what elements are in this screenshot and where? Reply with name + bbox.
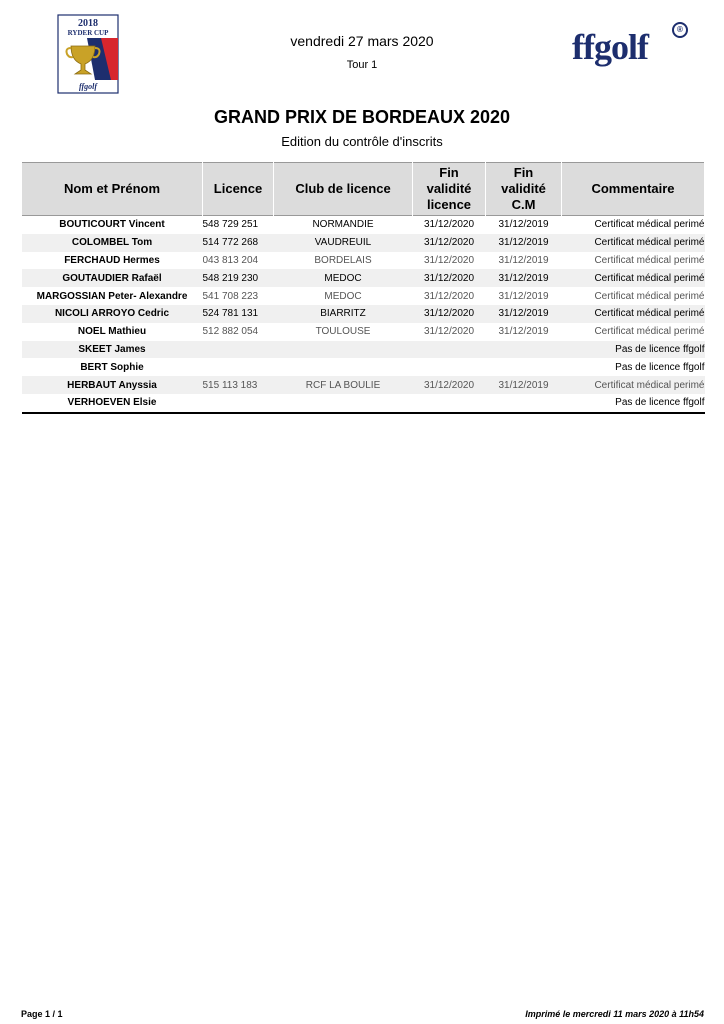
table-row [22,269,705,287]
licence-club [274,394,413,413]
svg-text:RYDER CUP: RYDER CUP [67,29,109,37]
licence-number: 043 813 204 [202,254,259,266]
licence-club [274,341,413,359]
licence-number: 512 882 054 [202,326,259,338]
licence-expiry: 31/12/2020 [423,219,475,231]
comment: Pas de licence ffgolf [562,341,705,359]
table-row [22,252,705,270]
medical-expiry: 31/12/2019 [498,254,549,266]
comment: Certificat médical perimé [594,219,705,231]
licence-number: 515 113 183 [203,376,274,394]
medical-expiry: 31/12/2019 [486,305,562,323]
medical-expiry: 31/12/2019 [486,269,562,287]
table-row [22,323,705,341]
licence-expiry: 31/12/2020 [413,269,486,287]
registrant-name: GOUTAUDIER Rafaël [22,269,203,287]
header-round: Tour 1 [346,59,378,71]
licence-club: RCF LA BOULIE [274,376,413,394]
footer-page-number: Page 1 / 1 [21,1009,63,1019]
medical-expiry: 31/12/2019 [486,234,562,252]
comment: Certificat médical perimé [562,305,705,323]
comment: Pas de licence ffgolf [615,397,705,409]
licence-expiry: 31/12/2020 [423,326,475,338]
registrant-name: MARGOSSIAN Peter- Alexandre [36,290,188,302]
table-row [22,394,705,413]
medical-expiry: 31/12/2019 [498,219,549,231]
registrants-table [21,162,705,414]
column-header: Club de licence [274,163,413,216]
comment: Certificat médical perimé [594,254,705,266]
licence-expiry: 31/12/2020 [413,305,486,323]
page-subtitle: Edition du contrôle d'inscrits [281,134,443,149]
registered-icon: ® [672,22,688,38]
registrant-name: COLOMBEL Tom [22,234,203,252]
table-row [22,341,705,359]
medical-expiry [486,394,562,413]
licence-club: MEDOC [274,269,413,287]
licence-expiry: 31/12/2020 [413,234,486,252]
table-row [22,287,705,305]
licence-number [203,394,274,413]
licence-club: NORMANDIE [312,219,374,231]
licence-expiry: 31/12/2020 [423,254,475,266]
ffgolf-logo [572,22,690,72]
registrant-name: SKEET James [22,341,203,359]
table-row [22,358,705,376]
licence-number: 514 772 268 [203,234,274,252]
licence-number: 541 708 223 [202,290,259,302]
licence-club: BIARRITZ [274,305,413,323]
header-date: vendredi 27 mars 2020 [290,33,434,49]
licence-expiry [413,358,486,376]
licence-club: TOULOUSE [315,326,371,338]
registrant-name: HERBAUT Anyssia [22,376,203,394]
medical-expiry [486,358,562,376]
column-header: Fin validité C.M [486,163,562,216]
medical-expiry: 31/12/2019 [486,376,562,394]
licence-number: 548 729 251 [202,219,259,231]
table-row [22,234,705,252]
table-header-row [22,163,705,216]
registrant-name: BOUTICOURT Vincent [59,219,165,231]
table-row [22,305,705,323]
comment: Pas de licence ffgolf [615,361,705,373]
licence-number [203,358,274,376]
column-header: Nom et Prénom [22,163,203,216]
footer-print-date: Imprimé le mercredi 11 mars 2020 à 11h54 [525,1009,704,1019]
comment: Certificat médical perimé [562,269,705,287]
licence-expiry: 31/12/2020 [413,376,486,394]
licence-club: BORDELAIS [314,254,372,266]
registrant-name: VERHOEVEN Elsie [67,397,157,409]
medical-expiry [486,341,562,359]
comment: Certificat médical perimé [562,376,705,394]
column-header: Fin validité licence [413,163,486,216]
licence-club: VAUDREUIL [274,234,413,252]
column-header: Commentaire [562,163,705,216]
licence-number [203,341,274,359]
registrant-name: NICOLI ARROYO Cedric [22,305,203,323]
comment: Certificat médical perimé [562,234,705,252]
table-row [22,216,705,234]
table-row [22,376,705,394]
column-header: Licence [203,163,274,216]
licence-number: 548 219 230 [203,269,274,287]
page-title: GRAND PRIX DE BORDEAUX 2020 [213,107,511,127]
licence-club: MEDOC [324,290,362,302]
medical-expiry: 31/12/2019 [498,326,549,338]
licence-club [274,358,413,376]
ryder-cup-logo [57,14,119,94]
comment: Certificat médical perimé [594,290,705,302]
licence-expiry: 31/12/2020 [423,290,475,302]
licence-expiry [413,394,486,413]
svg-text:2018: 2018 [78,18,98,29]
registrant-name: FERCHAUD Hermes [64,254,160,266]
ffgolf-logo-text: ffgolf [572,27,648,67]
licence-number: 524 781 131 [203,305,274,323]
comment: Certificat médical perimé [594,326,705,338]
registrant-name: NOEL Mathieu [77,326,147,338]
svg-text:ffgolf: ffgolf [78,82,98,91]
medical-expiry: 31/12/2019 [498,290,549,302]
registrant-name: BERT Sophie [80,361,144,373]
licence-expiry [413,341,486,359]
